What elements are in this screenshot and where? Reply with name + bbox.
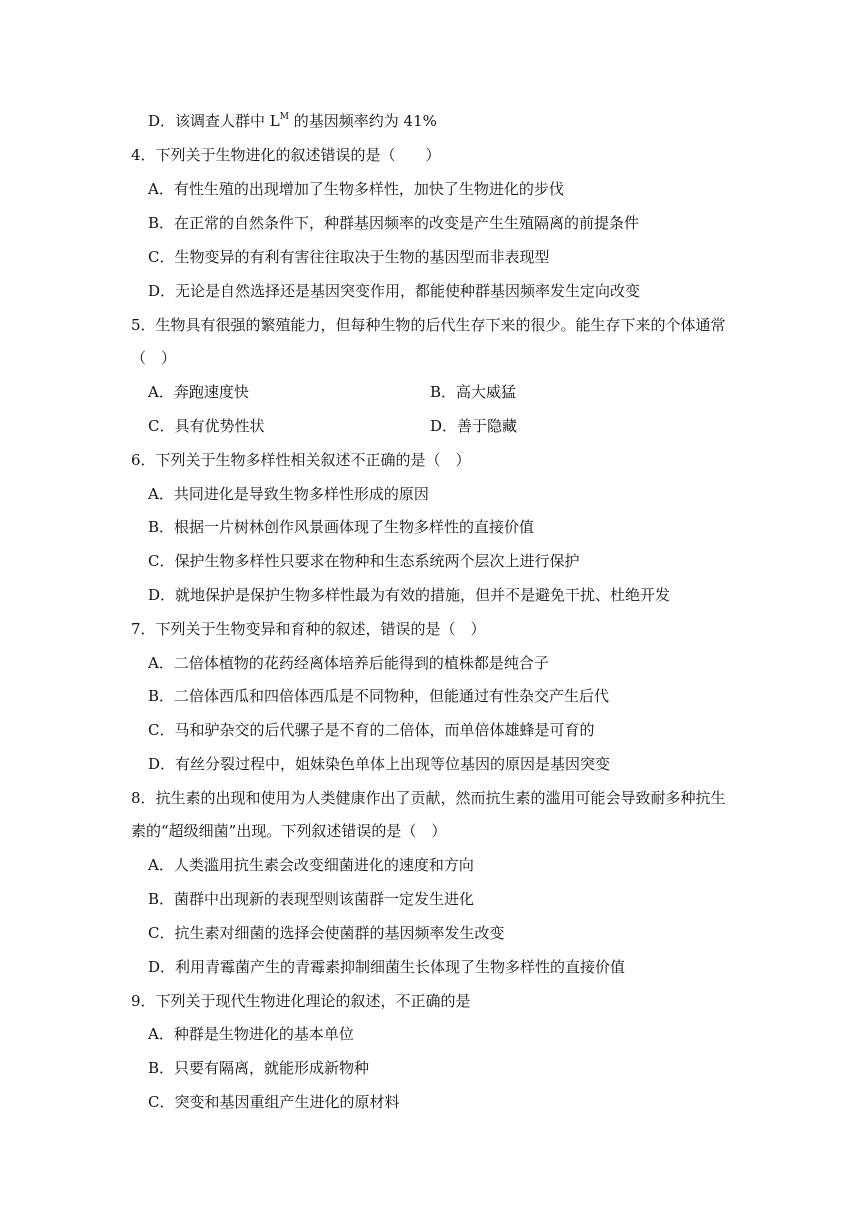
q8-stem-line1: 8．抗生素的出现和使用为人类健康作出了贡献，然而抗生素的滥用可能会导致耐多种抗生 [131,789,726,807]
q8-option-d: D．利用青霉菌产生的青霉素抑制细菌生长体现了生物多样性的直接价值 [148,958,626,976]
q9-option-a: A．种群是生物进化的基本单位 [148,1025,354,1043]
q8-stem-line2: 素的“超级细菌”出现。下列叙述错误的是（ ） [131,822,447,840]
q3-option-d: D．该调查人群中 $L^M$ 的基因频率约为 41% [148,112,437,130]
superscript: M [279,112,289,122]
q6-stem: 6．下列关于生物多样性相关叙述不正确的是（ ） [131,451,471,469]
q8-option-c: C．抗生素对细菌的选择会使菌群的基因频率发生改变 [148,924,505,942]
q7-stem: 7．下列关于生物变异和育种的叙述，错误的是（ ） [131,620,486,638]
q9-option-b: B．只要有隔离，就能形成新物种 [148,1059,370,1077]
q5-option-c: C．具有优势性状 [148,417,265,435]
q9-stem: 9．下列关于现代生物进化理论的叙述，不正确的是 [131,992,471,1010]
q6-option-d: D．就地保护是保护生物多样性最为有效的措施，但并不是避免干扰、杜绝开发 [148,586,671,604]
q8-option-b: B．菌群中出现新的表现型则该菌群一定发生进化 [148,890,475,908]
q7-option-b: B．二倍体西瓜和四倍体西瓜是不同物种，但能通过有性杂交产生后代 [148,687,610,705]
q7-option-d: D．有丝分裂过程中，姐妹染色单体上出现等位基因的原因是基因突变 [148,755,611,773]
q5-option-d: D．善于隐藏 [430,417,518,435]
q4-option-a: A．有性生殖的出现增加了生物多样性，加快了生物进化的步伐 [148,180,564,198]
q5-option-a: A．奔跑速度快 [148,383,249,401]
q6-option-b: B．根据一片树林创作风景画体现了生物多样性的直接价值 [148,518,535,536]
q9-option-c: C．突变和基因重组产生进化的原材料 [148,1093,400,1111]
q8-option-a: A．人类滥用抗生素会改变细菌进化的速度和方向 [148,856,474,874]
q4-option-c: C．生物变异的有利有害往往取决于生物的基因型而非表现型 [148,248,550,266]
q5-stem-line2: （ ） [131,349,177,367]
q4-option-d: D．无论是自然选择还是基因突变作用，都能使种群基因频率发生定向改变 [148,282,641,300]
q5-option-b: B．高大威猛 [430,383,517,401]
q7-option-c: C．马和驴杂交的后代骡子是不育的二倍体，而单倍体雄蜂是可育的 [148,721,595,739]
q7-option-a: A．二倍体植物的花药经离体培养后能得到的植株都是纯合子 [148,654,549,672]
q5-stem-line1: 5．生物具有很强的繁殖能力，但每种生物的后代生存下来的很少。能生存下来的个体通常 [131,316,726,334]
q4-option-b: B．在正常的自然条件下，种群基因频率的改变是产生生殖隔离的前提条件 [148,214,640,232]
q6-option-a: A．共同进化是导致生物多样性形成的原因 [148,485,429,503]
q4-stem: 4．下列关于生物进化的叙述错误的是（ ） [131,146,441,164]
q6-option-c: C．保护生物多样性只要求在物种和生态系统两个层次上进行保护 [148,552,580,570]
